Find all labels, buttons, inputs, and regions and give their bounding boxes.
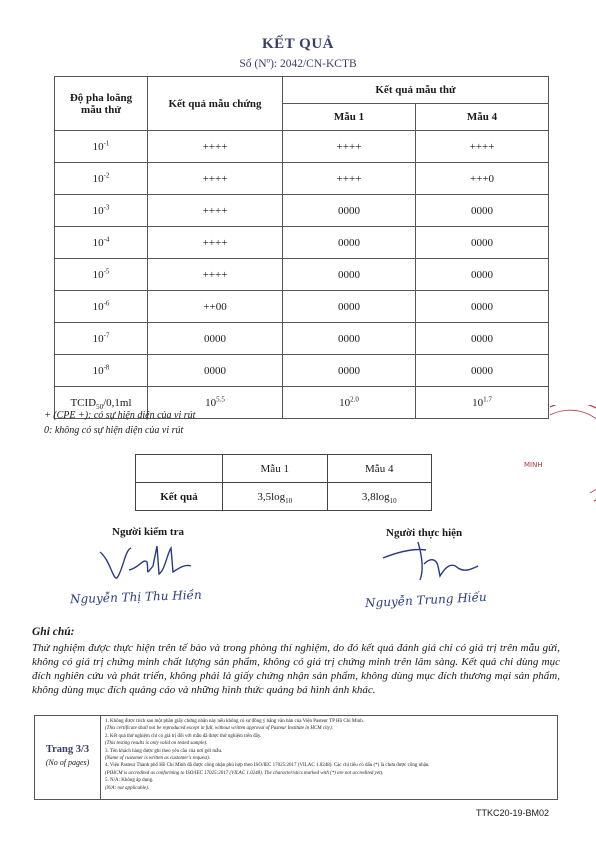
summary-header-sample4: Mẫu 4 — [327, 455, 432, 483]
control-cell: ++++ — [148, 259, 283, 291]
summary-header-sample1: Mẫu 1 — [223, 455, 328, 483]
svg-text:MINH: MINH — [524, 461, 543, 469]
tcid-label: $TCID_{50}/0,1ml$ — [55, 387, 148, 419]
footer-note-vi: 3. Tên khách hàng được ghi theo yêu cầu của nơi gửi mẫu. — [105, 748, 223, 754]
checker-signature — [95, 540, 205, 585]
performer-label: Người thực hiện — [386, 527, 463, 539]
sample1-cell: ++++ — [283, 131, 416, 163]
sample4-cell: 0000 — [416, 227, 549, 259]
summary-table — [135, 454, 432, 511]
checker-name: Nguyễn Thị Thu Hiền — [69, 587, 202, 607]
sample1-cell: 0000 — [283, 323, 416, 355]
table-row — [55, 227, 549, 259]
footer-note-en: (This testing results is only valid on tested sample). — [105, 741, 208, 747]
dilution-cell: $10^{-2}$ — [55, 163, 148, 195]
sample4-header: Mẫu 4 — [416, 104, 549, 131]
footer-note-vi: 2. Kết quả thử nghiệm chỉ có giá trị đối với mẫu đã được thử nghiệm trên đây. — [105, 733, 262, 739]
tcid-sample4: $10^{1.7}$ — [416, 387, 549, 419]
notes-title: Ghi chú: — [32, 626, 75, 638]
sample4-cell: 0000 — [416, 259, 549, 291]
footer-note-en: (N/A: not applicable). — [105, 785, 150, 791]
sample4-cell: 0000 — [416, 291, 549, 323]
sample1-cell: 0000 — [283, 291, 416, 323]
footer-note-vi: 4. Viện Pasteur Thành phố Hồ Chí Minh đã được công nhận phù hợp theo ISO/IEC 17025:2017 (VILAC 1.0248). Các chỉ tiêu có dấu (*) là chưa được công nhận. — [105, 763, 430, 769]
footer-note-en: (Name of customer is written as customer's request). — [105, 756, 211, 762]
footer-notes — [105, 718, 553, 792]
document-number: Số (Nº): 2042/CN-KCTB — [239, 58, 357, 70]
page-number-cell — [35, 716, 101, 799]
control-cell: ++++ — [148, 163, 283, 195]
summary-value-sample4: $3,8\log_{10}$ — [327, 483, 432, 511]
dilution-cell: $10^{-3}$ — [55, 195, 148, 227]
footer-note-en: (PIHCM is accredited as conforming to ISO/IEC 17025:2017 (VILAC 1.0248). The characteristics marked with (*) are not accredited yet). — [105, 770, 384, 776]
table-row — [55, 163, 549, 195]
notes-body: Thử nghiệm được thực hiện trên tế bào và trong phòng thí nghiệm, do đó kết quả đánh giá chỉ có giá trị trên mẫu gửi, không có giá trị chứng minh chất lượng sản phẩm, không có giá trị chứng minh trên lâm sàng. Kết quả chỉ dùng mục đích nghiên cứu và phát triển, không phải là giấy chứng nhận sản phẩm, không dùng mục đích thương mại sản phẩm, không dùng mục đích quảng cáo và những hình thức quảng bá hình ảnh khác. — [32, 642, 560, 696]
footer-note-en: (This certificate shall not be reproduced except in full, without written approval of Pasteur Institute in HCM city). — [105, 726, 333, 732]
dilution-cell: $10^{-6}$ — [55, 291, 148, 323]
stamp-seal-icon — [520, 405, 596, 505]
table-row — [55, 323, 549, 355]
page-number: Trang 3/3 — [45, 744, 90, 755]
performer-signature — [378, 536, 488, 586]
control-cell: ++++ — [148, 227, 283, 259]
dilution-cell: $10^{-8}$ — [55, 355, 148, 387]
control-cell: 0000 — [148, 355, 283, 387]
table-row — [55, 195, 549, 227]
dilution-cell: $10^{-4}$ — [55, 227, 148, 259]
sample1-cell: 0000 — [283, 355, 416, 387]
summary-value-sample1: $3,5\log_{10}$ — [223, 483, 328, 511]
footer-note-vi: 5. N/A: Không áp dụng. — [105, 778, 154, 784]
control-header: Kết quả mẫu chứng — [148, 77, 283, 131]
sample1-cell: 0000 — [283, 259, 416, 291]
footer-note-vi: 1. Không được trích sao một phần giấy chứng nhận này nếu không có sự đồng ý bằng văn bản của Viện Pasteur TP Hồ Chí Minh. — [105, 719, 364, 724]
control-cell: 0000 — [148, 323, 283, 355]
page-number-en: (No of pages) — [45, 758, 90, 767]
control-cell: ++++ — [148, 195, 283, 227]
form-code: TTKC20-19-BM02 — [476, 808, 550, 818]
document-title: KẾT QUẢ — [262, 36, 334, 52]
footer-box — [34, 715, 558, 800]
sample4-cell: 0000 — [416, 355, 549, 387]
table-row — [55, 131, 549, 163]
sample1-cell: 0000 — [283, 227, 416, 259]
legend-cpe-positive: + (CPE +): có sự hiện diện của vi rút — [44, 410, 196, 421]
tcid-control: $10^{5.5}$ — [148, 387, 283, 419]
sample4-cell: 0000 — [416, 323, 549, 355]
results-rows — [55, 131, 549, 387]
legend-negative: 0: không có sự hiện diện của vi rút — [44, 425, 184, 436]
summary-row-label: Kết quả — [136, 483, 223, 511]
dilution-cell: $10^{-7}$ — [55, 323, 148, 355]
sample1-cell: ++++ — [283, 163, 416, 195]
checker-label: Người kiểm tra — [112, 526, 184, 538]
control-cell: ++00 — [148, 291, 283, 323]
results-table — [54, 76, 549, 419]
sample4-cell: 0000 — [416, 195, 549, 227]
sample1-cell: 0000 — [283, 195, 416, 227]
dilution-cell: $10^{-5}$ — [55, 259, 148, 291]
sample4-cell: +++0 — [416, 163, 549, 195]
sample1-header: Mẫu 1 — [283, 104, 416, 131]
sample4-cell: ++++ — [416, 131, 549, 163]
dilution-cell: $10^{-1}$ — [55, 131, 148, 163]
dilution-header: Độ pha loãng mẫu thử — [55, 77, 148, 131]
sample-group-header: Kết quả mẫu thử — [283, 77, 549, 104]
table-row — [55, 291, 549, 323]
performer-name: Nguyễn Trung Hiếu — [364, 589, 488, 611]
control-cell: ++++ — [148, 131, 283, 163]
table-row — [55, 259, 549, 291]
table-row — [55, 355, 549, 387]
tcid-sample1: $10^{2.0}$ — [283, 387, 416, 419]
